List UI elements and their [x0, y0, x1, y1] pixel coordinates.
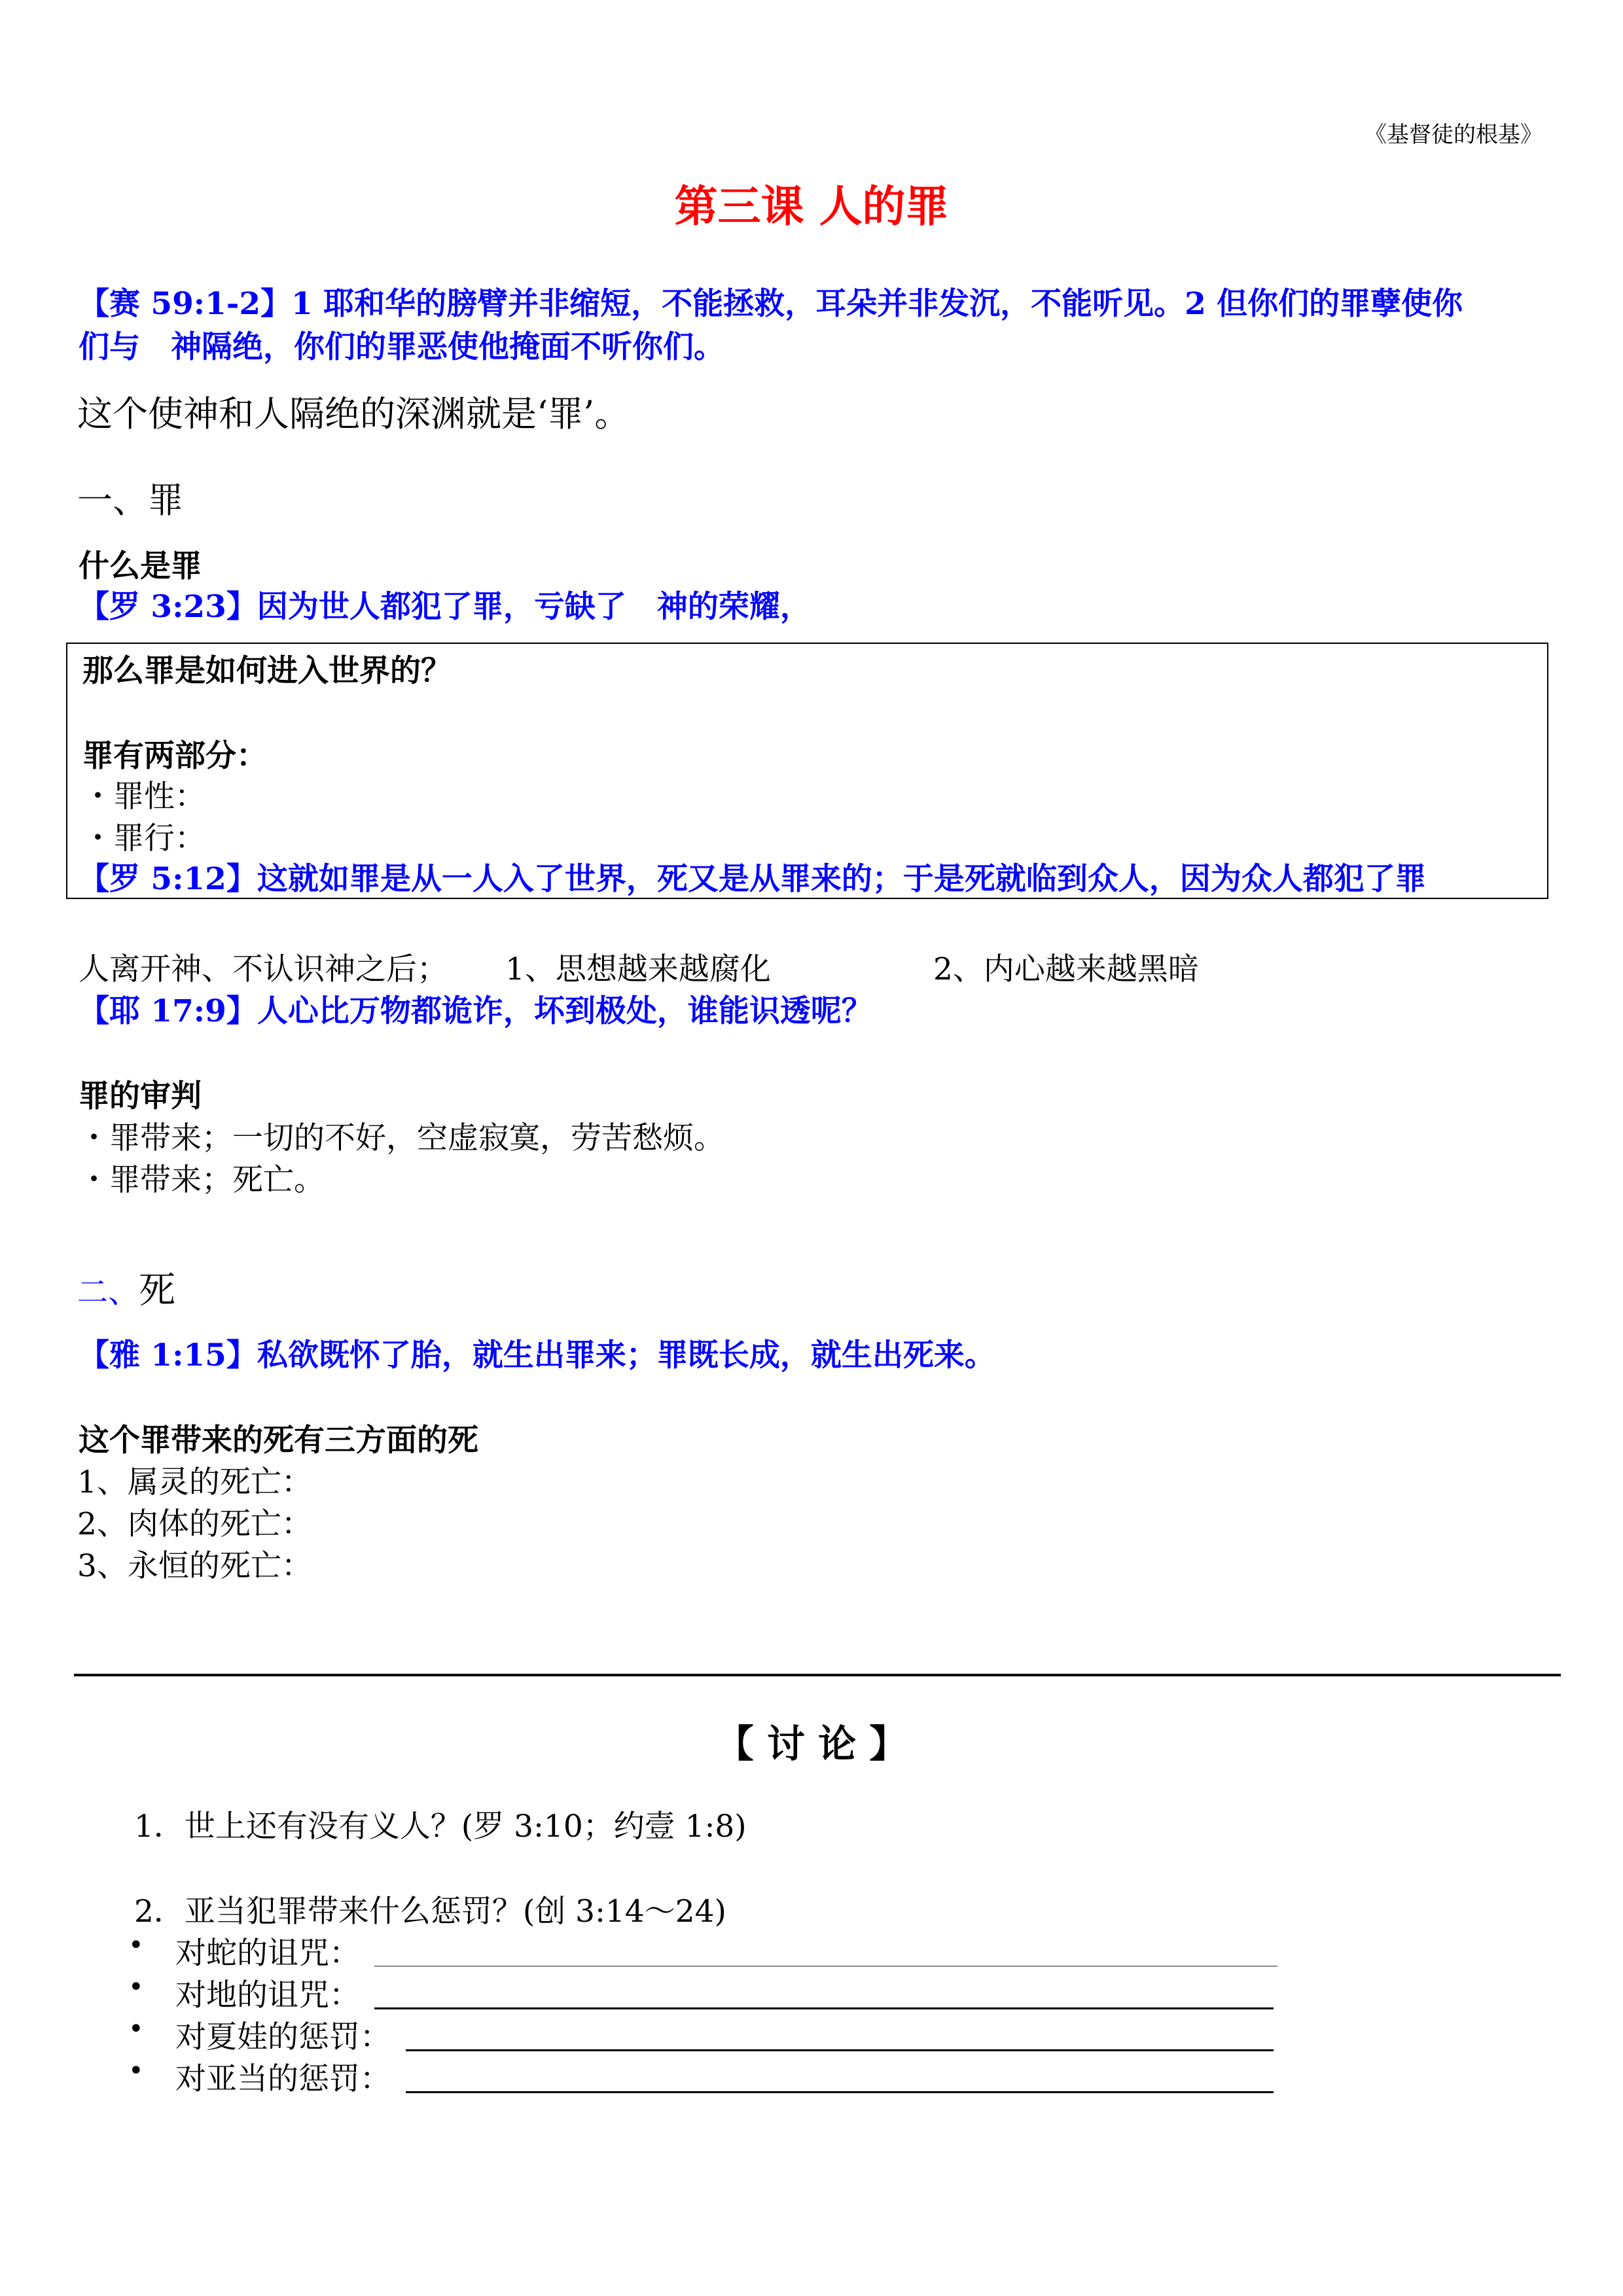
section2-heading-prefix: 二、	[77, 1275, 139, 1311]
answer-line-ground[interactable]	[374, 2007, 1274, 2009]
three-deaths-heading: 这个罪带来的死有三方面的死	[79, 1422, 478, 1458]
answer-label-adam: 对亚当的惩罚：	[175, 2061, 391, 2097]
judgment-item-2: ・罪带来；死亡。	[79, 1162, 325, 1198]
answer-label-ground: 对地的诅咒：	[175, 1977, 360, 2013]
answer-label-eve: 对夏娃的惩罚：	[175, 2019, 391, 2055]
bullet-icon: •	[128, 2014, 144, 2044]
romans-3-23-verse	[79, 582, 811, 626]
box-two-parts: 罪有两部分：	[82, 738, 267, 774]
james-1-15-ref: 【雅 1:15】	[79, 1337, 257, 1373]
lesson-title: 第三课 人的罪	[674, 181, 949, 232]
death-eternal: 3、永恒的死亡：	[77, 1548, 312, 1584]
death-physical: 2、肉体的死亡：	[77, 1506, 312, 1542]
box-question: 那么罪是如何进入世界的？	[82, 653, 452, 689]
discussion-question-2: 2．亚当犯罪带来什么惩罚？(创 3:14～24)	[134, 1894, 726, 1930]
what-is-sin-heading: 什么是罪	[79, 548, 202, 584]
after-leaving-god: 人离开神、不认识神之后；	[79, 951, 448, 987]
romans-5-12-text: 这就如罪是从一人入了世界，死又是从罪来的；于是死就临到众人，因为众人都犯了罪	[257, 861, 1426, 897]
intro-statement: 这个使神和人隔绝的深渊就是‘罪’。	[77, 393, 630, 434]
answer-label-serpent: 对蛇的诅咒：	[175, 1935, 360, 1971]
romans-5-12-ref: 【罗 5:12】	[79, 861, 257, 897]
book-title-header: 《基督徒的根基》	[1364, 122, 1543, 148]
jeremiah-17-9-ref: 【耶 17:9】	[79, 993, 257, 1029]
intro-verse-ref: 【赛 59:1-2】	[79, 286, 292, 322]
answer-line-adam[interactable]	[406, 2091, 1274, 2093]
answer-line-serpent[interactable]	[374, 1966, 1277, 1967]
bullet-icon: •	[128, 1930, 144, 1960]
death-spiritual: 1、属灵的死亡：	[77, 1464, 312, 1500]
intro-verse-text-1: 1 耶和华的膀臂并非缩短，不能拯救，耳朵并非发沉，不能听见。2 但你们的罪孽使你	[291, 286, 1463, 322]
james-1-15-verse	[79, 1331, 995, 1375]
discussion-question-1: 1．世上还有没有义人？(罗 3:10；约壹 1:8)	[134, 1809, 747, 1845]
jeremiah-17-9-text: 人心比万物都诡诈，坏到极处，谁能识透呢？	[257, 993, 872, 1029]
intro-verse-text-2: 们与 神隔绝，你们的罪恶使他掩面不听你们。	[79, 329, 724, 365]
romans-3-23-ref: 【罗 3:23】	[79, 589, 257, 625]
point-mind-corrupt: 1、思想越来越腐化	[505, 951, 771, 987]
box-part-sin-acts: ・罪行：	[82, 821, 205, 857]
bullet-icon: •	[128, 2056, 144, 2086]
jeremiah-17-9-verse	[79, 987, 872, 1031]
answer-line-eve[interactable]	[406, 2049, 1274, 2051]
point-heart-dark: 2、内心越来越黑暗	[933, 951, 1199, 987]
section2-heading-word: 死	[139, 1269, 175, 1312]
bullet-icon: •	[128, 1972, 144, 2002]
judgment-item-1: ・罪带来；一切的不好，空虚寂寞，劳苦愁烦。	[79, 1120, 724, 1156]
box-part-sin-nature: ・罪性：	[82, 779, 205, 815]
discussion-heading: 【 讨 论 】	[715, 1722, 908, 1766]
intro-verse-line-1	[79, 283, 1463, 326]
section2-heading	[77, 1262, 175, 1314]
section-divider	[74, 1674, 1561, 1676]
romans-3-23-text: 因为世人都犯了罪，亏缺了 神的荣耀，	[257, 589, 811, 625]
james-1-15-text: 私欲既怀了胎，就生出罪来；罪既长成，就生出死来。	[257, 1337, 995, 1373]
judgment-heading: 罪的审判	[79, 1078, 202, 1114]
section1-heading: 一、罪	[77, 480, 183, 521]
romans-5-12-verse	[79, 855, 1426, 898]
